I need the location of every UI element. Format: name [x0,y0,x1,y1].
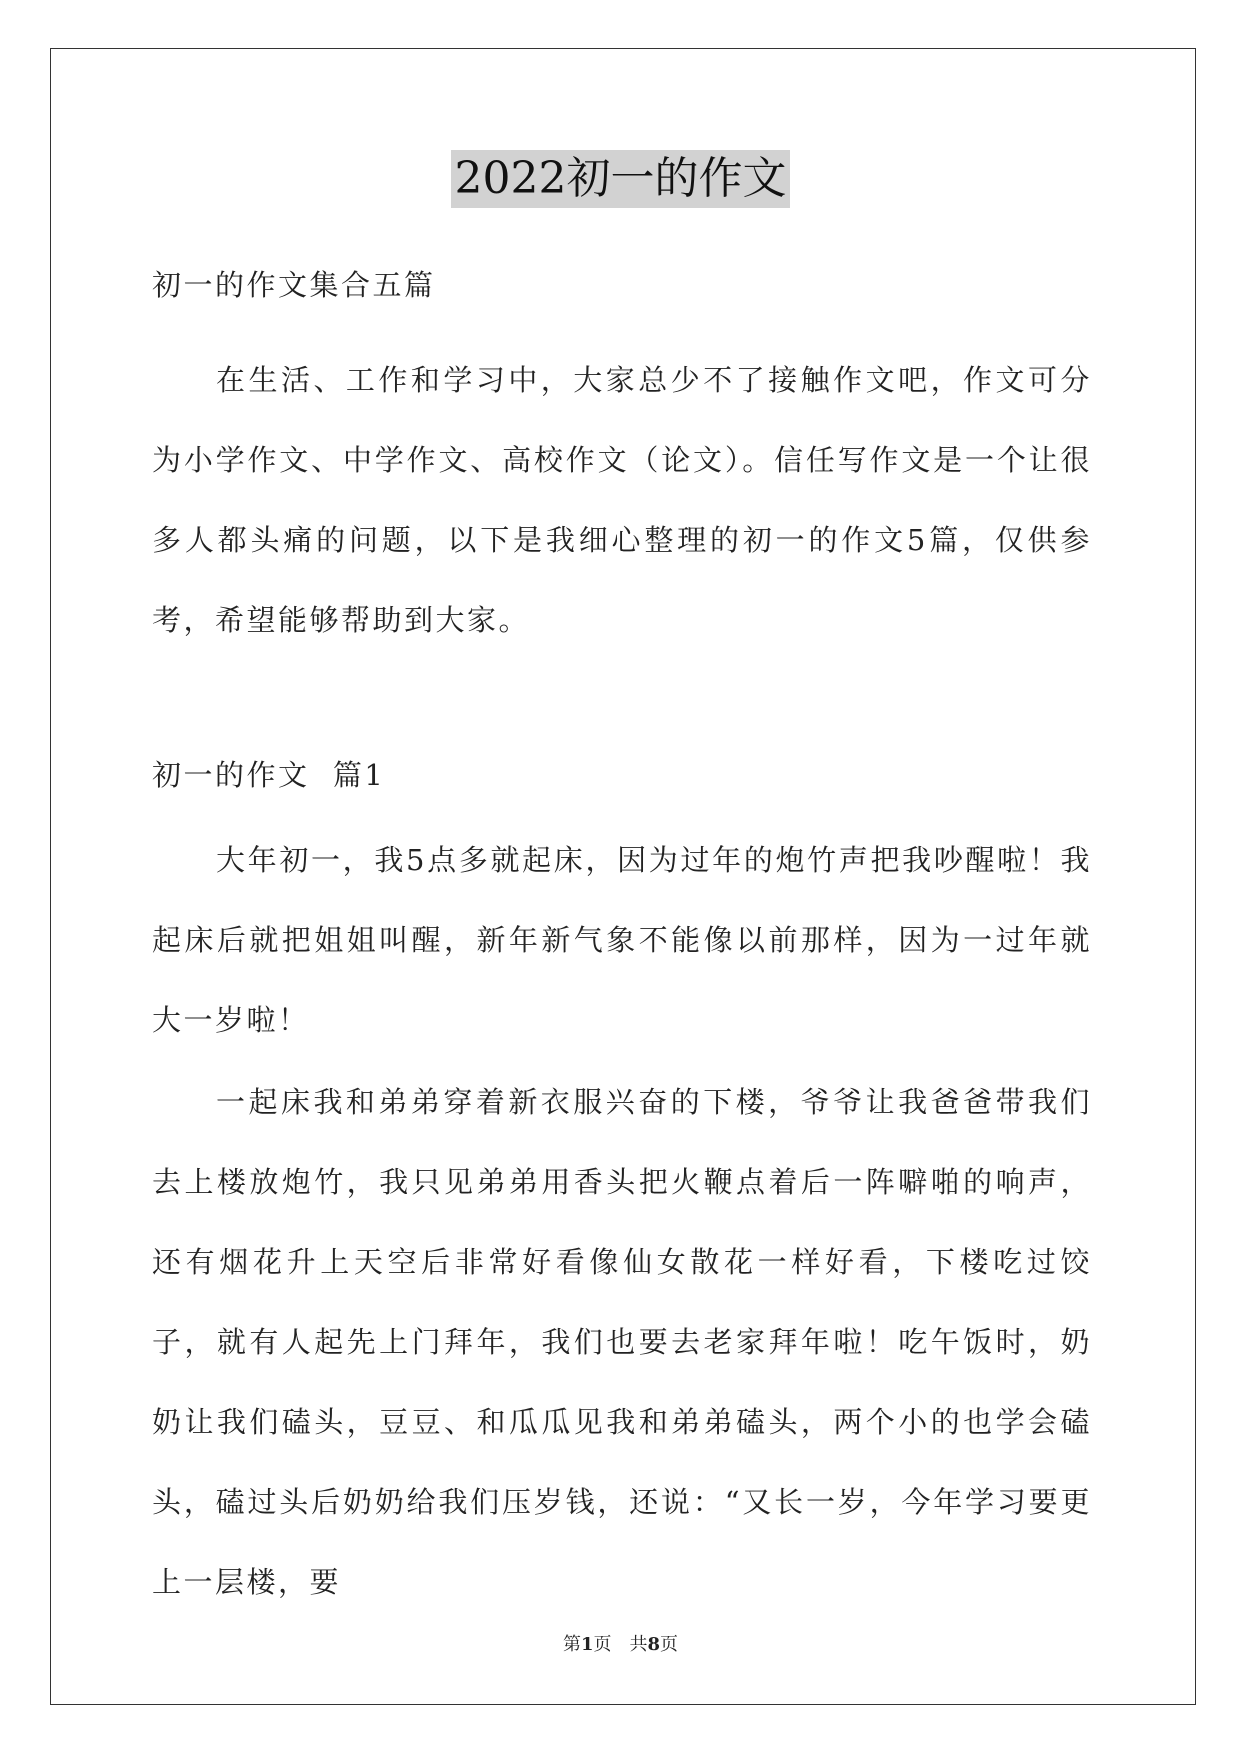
body-paragraph-2: 一起床我和弟弟穿着新衣服兴奋的下楼，爷爷让我爸爸带我们去上楼放炮竹，我只见弟弟用香头把火鞭点着后一阵噼啪的响声，还有烟花升上天空后非常好看像仙女散花一样好看，下楼吃过饺子，就有人起先上门拜年，我们也要去老家拜年啦！吃午饭时，奶奶让我们磕头，豆豆、和瓜瓜见我和弟弟磕头，两个小的也学会磕头，磕过头后奶奶给我们压岁钱，还说：“又长一岁，今年学习要更上一层楼，要 [152,1085,1092,1599]
footer-prefix: 第 [562,1634,581,1655]
page-footer [0,1630,1241,1656]
footer-middle: 页 共 [593,1634,648,1655]
intro-paragraph: 在生活、工作和学习中，大家总少不了接触作文吧，作文可分为小学作文、中学作文、高校作文（论文）。信任写作文是一个让很多人都头痛的问题，以下是我细心整理的初一的作文5篇，仅供参考，希望能够帮助到大家。 [152,363,1092,637]
body-paragraph-1: 大年初一，我5点多就起床，因为过年的炮竹声把我吵醒啦！我起床后就把姐姐叫醒，新年新气象不能像以前那样，因为一过年就大一岁啦！ [152,843,1092,1037]
footer-total-pages: 8 [647,1634,661,1655]
title-container [0,150,1241,208]
document-subtitle: 初一的作文集合五篇 [152,268,436,302]
footer-suffix: 页 [660,1634,679,1655]
document-title: 2022初一的作文 [451,150,791,208]
footer-current-page: 1 [580,1634,594,1655]
section-heading: 初一的作文 篇1 [152,758,386,792]
